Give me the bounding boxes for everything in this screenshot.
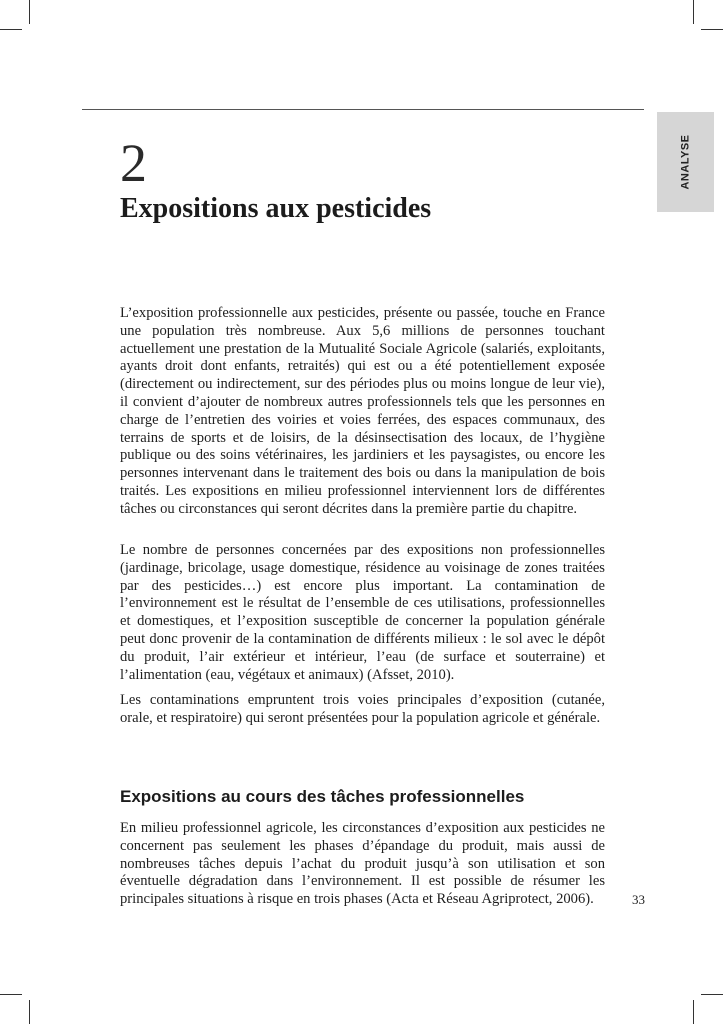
crop-mark [701, 994, 723, 995]
crop-mark [0, 994, 22, 995]
chapter-number: 2 [120, 133, 147, 193]
header-rule [82, 109, 644, 110]
paragraph-text: En milieu professionnel agricole, les circonstances d’exposition aux pesticides ne concernent pas seulement les phases d’épandage du produit, mais aussi de nombreuses tâches depuis l’achat du produit jusqu’à son utilisation et son éventuelle dégradation dans l’environnement. Il est possible de résumer les principales situations à risque en trois phases (Acta et Réseau Agriprotect, 2006). [120, 820, 605, 908]
intro-paragraph-2 [120, 542, 605, 684]
paragraph-text: Le nombre de personnes concernées par des expositions non professionnelles (jardinage, bricolage, usage domestique, résidence au voisinage de zones traitées par des pesticides…) est encore plus important. La contamination de l’environnement est le résultat de l’ensemble de ces utilisations, professionnelles et domestiques, et l’exposition susceptible de concerner la population générale peut donc provenir de la contamination de différents milieux : le sol avec le dépôt du produit, l’air extérieur et intérieur, l’eau (de surface et souterraine) et l’alimentation (eau, végétaux et animaux) (Afsset, 2010). [120, 542, 605, 683]
section-paragraph [120, 820, 605, 909]
crop-mark [29, 1000, 30, 1024]
section-tab [657, 112, 714, 212]
paragraph-text: Les contaminations empruntent trois voies principales d’exposition (cutanée, orale, et respiratoire) qui seront présentées pour la population agricole et générale. [120, 692, 605, 726]
crop-mark [693, 1000, 694, 1024]
crop-mark [693, 0, 694, 24]
crop-mark [29, 0, 30, 24]
intro-paragraph-1 [120, 305, 605, 519]
section-heading: Expositions au cours des tâches professionnelles [120, 787, 525, 806]
section-tab-label: ANALYSE [679, 134, 692, 190]
paragraph-text: L’exposition professionnelle aux pesticides, présente ou passée, touche en France une population très nombreuse. Aux 5,6 millions de personnes touchant actuellement une prestation de la Mutualité Sociale Agricole (salariés, exploitants, ayants droit dont enfants, retraités) qui est ou a été potentiellement exposée (directement ou indirectement, sur des périodes plus ou moins longue de leur vie), il convient d’ajouter de nombreux autres professionnels tels que les personnes en charge de l’entretien des voiries et voies ferrées, des espaces communaux, des terrains de sports et de loisirs, de la désinsectisation des locaux, de l’hygiène publique ou des soins vétérinaires, les jardiniers et les paysagistes, ou encore les personnes intervenant dans le traitement des bois ou dans la manipulation de bois traités. Les expositions en milieu professionnel interviennent lors de différentes tâches ou circonstances qui seront décrites dans la première partie du chapitre. [120, 305, 605, 517]
chapter-title: Expositions aux pesticides [120, 193, 432, 224]
crop-mark [0, 29, 22, 30]
intro-paragraph-3 [120, 692, 605, 728]
crop-mark [701, 29, 723, 30]
page-number: 33 [632, 892, 645, 907]
